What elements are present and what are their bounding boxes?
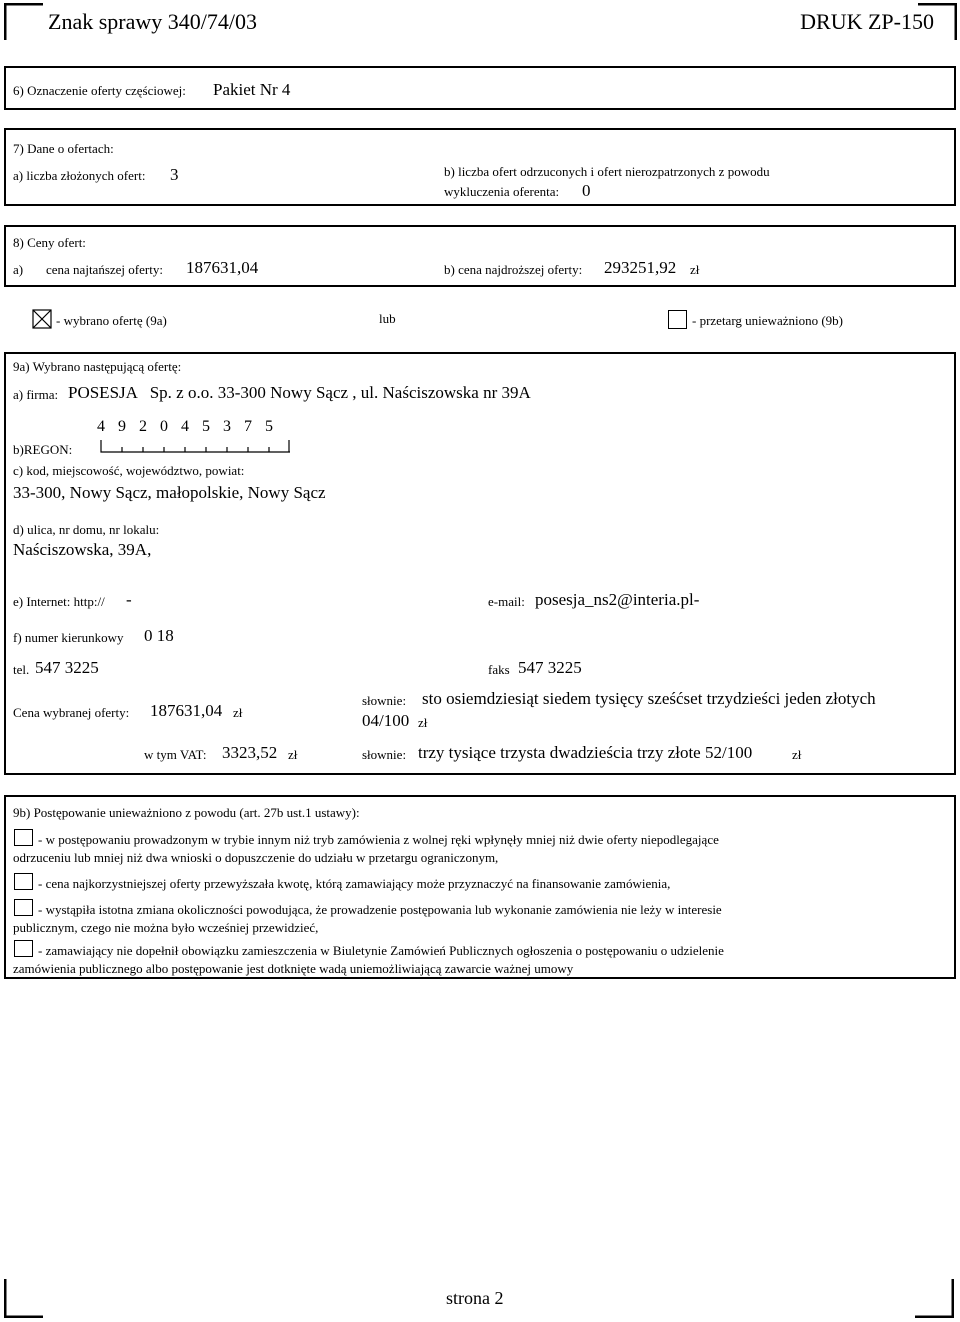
or-label: lub bbox=[379, 311, 396, 326]
bottom-right-corner-mark bbox=[914, 1278, 954, 1318]
selected-offer-checkbox[interactable] bbox=[32, 309, 52, 329]
vat-words-label: słownie: bbox=[362, 747, 407, 762]
cancel-reason-3-checkbox[interactable] bbox=[14, 899, 33, 916]
bottom-left-corner-mark bbox=[4, 1278, 44, 1318]
firm-label: a) firma: bbox=[13, 387, 59, 402]
offer-price-label: Cena wybranej oferty: bbox=[13, 705, 130, 720]
regon-digit: 9 bbox=[118, 418, 126, 435]
area-code-value: 0 18 bbox=[144, 626, 174, 645]
section-7 bbox=[4, 128, 956, 206]
fax-value: 547 3225 bbox=[518, 658, 582, 677]
vat-words: trzy tysiące trzysta dwadzieścia trzy złote 52/100 bbox=[418, 743, 753, 762]
highest-price-value: 293251,92 bbox=[604, 258, 677, 277]
highest-price-label: b) cena najdroższej oferty: bbox=[444, 262, 583, 277]
regon-digit: 7 bbox=[244, 418, 252, 435]
street-value: Naściszowska, 39A, bbox=[13, 540, 152, 559]
address-code-label: c) kod, miejscowość, województwo, powiat: bbox=[13, 463, 245, 478]
street-label: d) ulica, nr domu, nr lokalu: bbox=[13, 522, 160, 537]
highest-price-unit: zł bbox=[690, 262, 700, 277]
lowest-price-value: 187631,04 bbox=[186, 258, 259, 277]
regon-digit: 3 bbox=[223, 418, 231, 435]
email-label: e-mail: bbox=[488, 594, 525, 609]
email-value: posesja_ns2@interia.pl- bbox=[535, 590, 700, 609]
cancel-reason-3-line-1: - wystąpiła istotna zmiana okoliczności powodująca, że prowadzenie postępowania lub wykonanie zamówienia nie leży w interesie bbox=[38, 902, 722, 917]
cancel-reason-1-line-2: odrzuceniu lub mniej niż dwa wnioski o dopuszczenie do udziału w przetargu ograniczonym, bbox=[13, 850, 499, 865]
tender-cancelled-option-label: - przetarg unieważniono (9b) bbox=[692, 313, 844, 328]
offers-data-title: 7) Dane o ofertach: bbox=[13, 141, 114, 156]
cancel-reason-1-checkbox[interactable] bbox=[14, 829, 33, 846]
lowest-price-prefix: a) bbox=[13, 262, 24, 277]
regon-digit: 4 bbox=[97, 418, 105, 435]
top-left-corner-mark bbox=[4, 3, 44, 41]
lowest-price-label: cena najtańszej oferty: bbox=[46, 262, 163, 277]
cancel-reason-4-line-1: - zamawiający nie dopełnił obowiązku zamieszczenia w Biuletynie Zamówień Publicznych ogłoszenia o postępowaniu o udzielenie bbox=[38, 943, 724, 958]
offer-price-words: sto osiemdziesiąt siedem tysięcy sześćset trzydzieści jeden złotych bbox=[422, 689, 876, 708]
phone-label: tel. bbox=[13, 662, 30, 677]
regon-digit: 5 bbox=[265, 418, 273, 435]
regon-digit: 4 bbox=[181, 418, 189, 435]
selected-offer-option-label: - wybrano ofertę (9a) bbox=[56, 313, 167, 328]
firm-value: POSESJA Sp. z o.o. 33-300 Nowy Sącz , ul. Naściszowska nr 39A bbox=[68, 383, 531, 402]
area-code-label: f) numer kierunkowy bbox=[13, 630, 124, 645]
offers-count-value: 3 bbox=[170, 165, 179, 184]
rejected-offers-label-1: b) liczba ofert odrzuconych i ofert nierozpatrzonych z powodu bbox=[444, 164, 770, 179]
regon-digit: 0 bbox=[160, 418, 168, 435]
section-6 bbox=[4, 66, 956, 110]
cancellation-title: 9b) Postępowanie unieważniono z powodu (art. 27b ust.1 ustawy): bbox=[13, 805, 360, 820]
tender-cancelled-checkbox[interactable] bbox=[668, 310, 687, 329]
vat-value: 3323,52 bbox=[222, 743, 278, 762]
regon-field bbox=[90, 418, 290, 458]
vat-label: w tym VAT: bbox=[144, 747, 207, 762]
selected-offer-title: 9a) Wybrano następującą ofertę: bbox=[13, 359, 182, 374]
page-number: strona 2 bbox=[446, 1288, 504, 1308]
cancel-reason-2-line-1: - cena najkorzystniejszej oferty przewyższała kwotę, którą zamawiający może przyznaczyć na finansowanie zamówienia, bbox=[38, 876, 671, 891]
vat-unit: zł bbox=[288, 747, 298, 762]
regon-comb bbox=[90, 438, 290, 454]
regon-label: b)REGON: bbox=[13, 442, 73, 457]
address-code-value: 33-300, Nowy Sącz, małopolskie, Nowy Sącz bbox=[13, 483, 326, 502]
regon-digit: 5 bbox=[202, 418, 210, 435]
offers-count-label: a) liczba złożonych ofert: bbox=[13, 168, 146, 183]
offer-price-value: 187631,04 bbox=[150, 701, 223, 720]
prices-title: 8) Ceny ofert: bbox=[13, 235, 86, 250]
offer-price-words-label: słownie: bbox=[362, 693, 407, 708]
rejected-offers-label-2: wykluczenia oferenta: bbox=[444, 184, 560, 199]
phone-value: 547 3225 bbox=[35, 658, 99, 677]
case-number: Znak sprawy 340/74/03 bbox=[48, 9, 257, 34]
internet-label: e) Internet: http:// bbox=[13, 594, 105, 609]
cancel-reason-1-line-1: - w postępowaniu prowadzonym w trybie innym niż tryb zamówienia z wolnej ręki wpłynęły mniej niż dwie oferty niepodlegające bbox=[38, 832, 719, 847]
form-code: DRUK ZP-150 bbox=[800, 9, 934, 34]
partial-offer-value: Pakiet Nr 4 bbox=[213, 80, 291, 99]
rejected-offers-value: 0 bbox=[582, 181, 591, 200]
partial-offer-label: 6) Oznaczenie oferty częściowej: bbox=[13, 83, 186, 98]
offer-price-words-unit: zł bbox=[418, 715, 428, 730]
offer-price-words-cents: 04/100 bbox=[362, 711, 410, 730]
cancel-reason-4-line-2: zamówienia publicznego albo postępowanie jest dotknięte wadą uniemożliwiającą zawarcie ważnej umowy bbox=[13, 961, 574, 976]
section-9b bbox=[4, 795, 956, 979]
vat-words-unit: zł bbox=[792, 747, 802, 762]
cancel-reason-2-checkbox[interactable] bbox=[14, 873, 33, 890]
regon-digit: 2 bbox=[139, 418, 147, 435]
offer-price-unit: zł bbox=[233, 705, 243, 720]
cancel-reason-4-checkbox[interactable] bbox=[14, 940, 33, 957]
section-8 bbox=[4, 225, 956, 287]
internet-value: - bbox=[126, 590, 132, 609]
section-9a bbox=[4, 352, 956, 775]
fax-label: faks bbox=[488, 662, 510, 677]
cancel-reason-3-line-2: publicznym, czego nie można było wcześniej przewidzieć, bbox=[13, 920, 319, 935]
